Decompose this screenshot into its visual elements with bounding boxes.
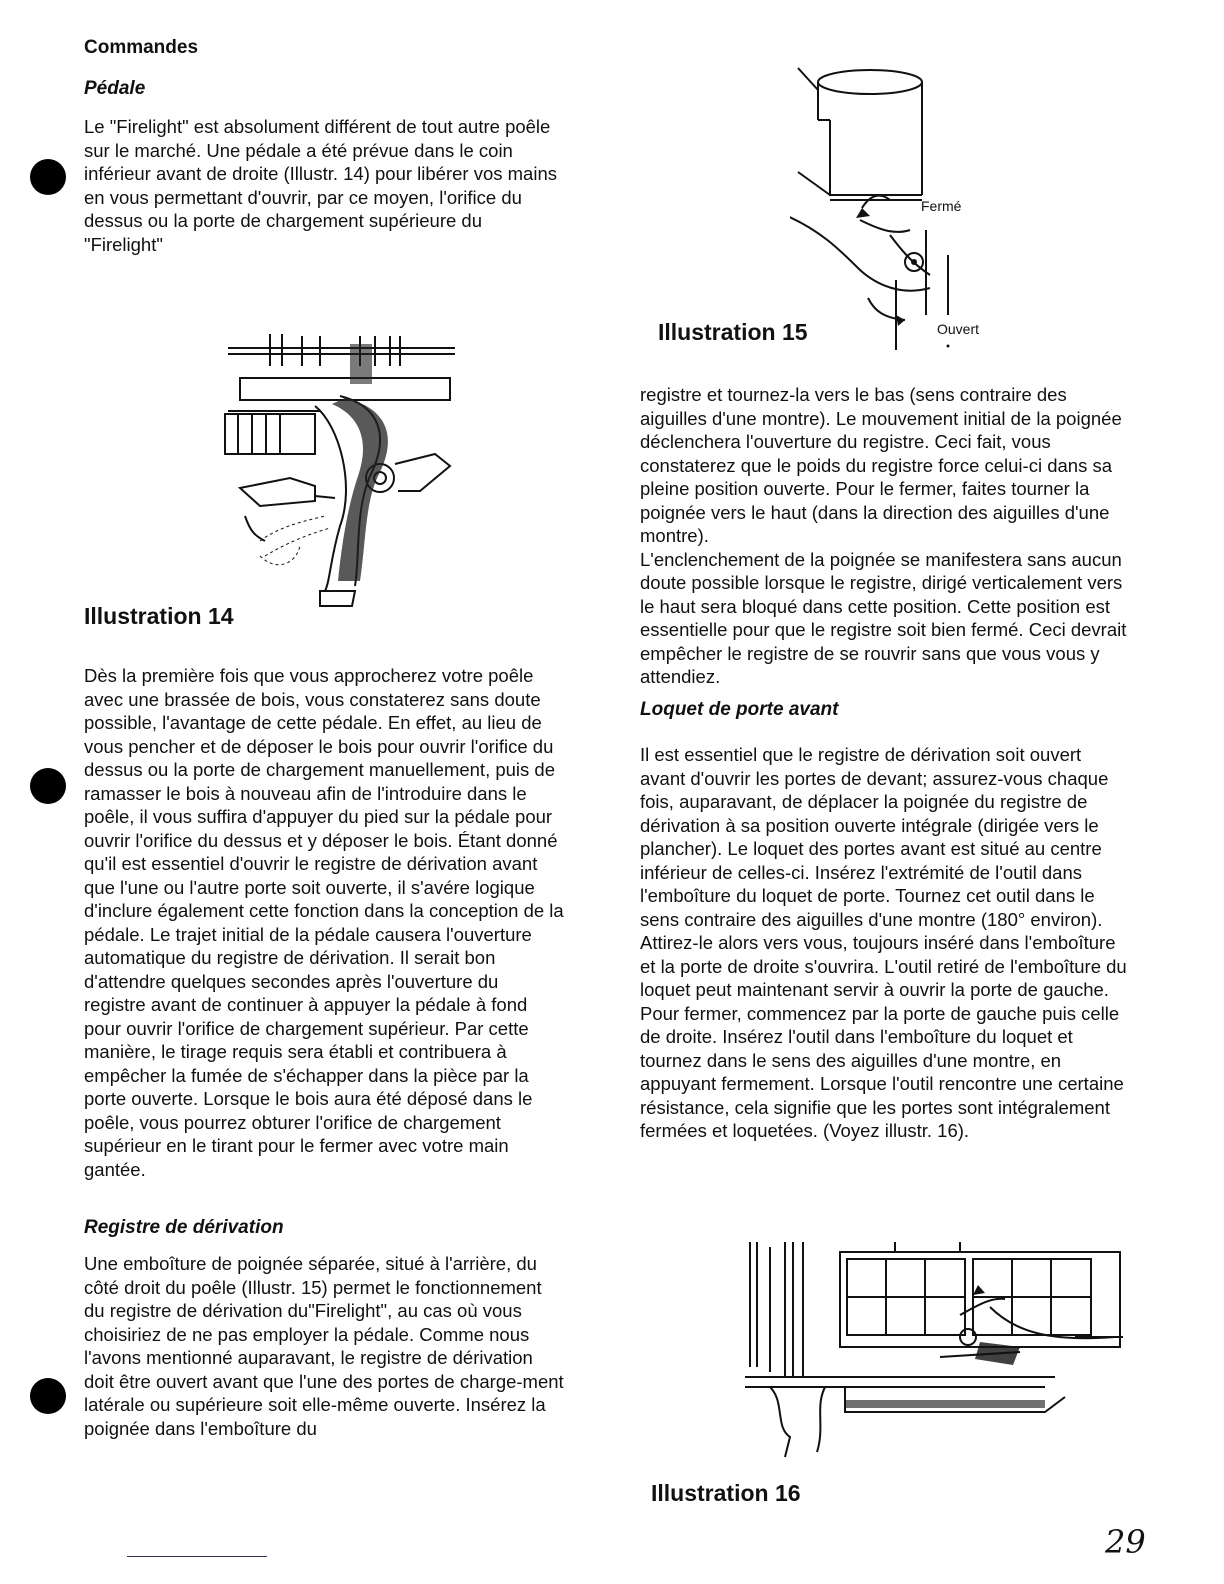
door-latch-drawing (745, 1237, 1130, 1462)
subheading-registre-derivation: Registre de dérivation (84, 1217, 284, 1238)
caption-illustration-14: Illustration 14 (84, 603, 234, 629)
label-ferme: Fermé (921, 198, 962, 214)
subheading-pedale: Pédale (84, 78, 146, 99)
paragraph-pedale-use: Dès la première fois que vous approcherez votre poêle avec une brassée de bois, vous constaterez sans doute possible, l'avantage de cette pédale. En effet, au lieu de vous pencher et de déposer le bois pour ouvrir l'orifice du dessus ou la porte de chargement manuellement, puis de ramasser le bois à nouveau afin de l'introduire dans le poêle, il vous suffira d'appuyer du pied sur la pédale pour ouvrir l'orifice du dessus et y déposer le bois. Étant donné qu'il est essentiel d'ouvrir le registre de dérivation avant que l'une ou l'autre porte soit ouverte, il s'avére logique d'inclure également cette fonction dans la conception de la pédale. Le trajet initial de la pédale causera l'ouverture automatique du registre de dérivation. Il serait bon d'attendre quelques secondes après l'ouverture du registre avant de continuer à appuyer la pédale à fond pour ouvrir l'orifice de chargement supérieur. Par cette manière, le tirage requis sera établi et contribuera à empêcher la fumée de s'échapper dans la pièce par la porte ouverte. Lorsque le bois aura été déposé dans le poêle, vous pourrez obturer l'orifice de chargement supérieur en le tirant pour le fermer avec votre main gantée. (84, 665, 564, 1180)
punch-hole (30, 159, 66, 195)
illustration-16 (745, 1237, 1130, 1462)
paragraph-loquet: Il est essentiel que le registre de dérivation soit ouvert avant d'ouvrir les portes de devant; assurez-vous chaque fois, auparavant, de déplacer la poignée du registre de dérivation à sa position ouverte intégrale (dirigée vers le plancher). Le loquet des portes avant est situé au centre inférieur de celles-ci. Insérez l'extrémité de l'outil dans l'emboîture du loquet de porte. Tournez cet outil dans le sens contraire des aiguilles d'une montre (180° environ). Attirez-le alors vers vous, toujours inséré dans l'emboîture et la porte de droite s'ouvrira. L'outil retiré de l'emboîture du loquet peut maintenant servir à ouvrir la porte de gauche. Pour fermer, commencez par la porte de gauche puis celle de droite. Insérez l'outil dans l'emboîture du loquet et tournez dans le sens des aiguilles d'une montre, en appuyant fermement. Lorsque l'outil rencontre une certaine résistance, cela signifie que les portes sont intégralement fermées et loquetées. (Voyez illustr. 16). (640, 744, 1127, 1141)
caption-illustration-16: Illustration 16 (651, 1480, 801, 1506)
paragraph-registre-col1: Une emboîture de poignée séparée, situé à l'arrière, du côté droit du poêle (Illustr. 15) permet le fonctionnement du registre de dérivation du"Firelight", au cas où vous choisiriez de ne pas employer la pédale. Comme nous l'avons mentionné auparavant, le registre de dérivation doit être ouvert avant que l'une des portes de charge-ment latérale ou supérieure soit elle-même ouverte. Insérez la poignée dans l'emboîture du (84, 1253, 564, 1439)
footer-rule (127, 1556, 267, 1557)
paragraph-registre-col2: registre et tournez-la vers le bas (sens contraire des aiguilles d'une montre). Le mouvement initial de la poignée déclenchera l'ouverture du registre. Ceci fait, vous constaterez que le poids du registre force celui-ci dans sa pleine position ouverte. Pour le fermer, faites tourner la poignée vers le haut (dans la direction des aiguilles d'une montre). L'enclenchement de la poignée se manifestera sans aucun doute possible lorsque le registre, dirigé verticalement vers le haut sera bloqué dans cette position. Cette position est essentielle pour que le registre soit bien fermé. Ceci devrait empêcher le registre de se rouvrir sans que vous vous y attendiez. (640, 384, 1127, 687)
caption-illustration-15: Illustration 15 (658, 319, 808, 345)
illustration-14 (220, 326, 470, 611)
page-number: 29 (1105, 1523, 1146, 1561)
paragraph-pedale-intro: Le "Firelight" est absolument différent de tout autre poêle sur le marché. Une pédale a été prévue dans le coin inférieur avant de droite (Illustr. 14) pour libérer vos mains en vous permettant d'ouvrir, par ce moyen, l'orifice du dessus ou la porte de chargement supérieure du "Firelight" (84, 116, 557, 255)
subheading-loquet-porte-avant: Loquet de porte avant (640, 699, 839, 720)
punch-hole (30, 768, 66, 804)
punch-hole (30, 1378, 66, 1414)
stove-pedal-drawing (220, 326, 470, 611)
section-heading-commandes: Commandes (84, 37, 199, 58)
label-ouvert: Ouvert (937, 321, 980, 337)
